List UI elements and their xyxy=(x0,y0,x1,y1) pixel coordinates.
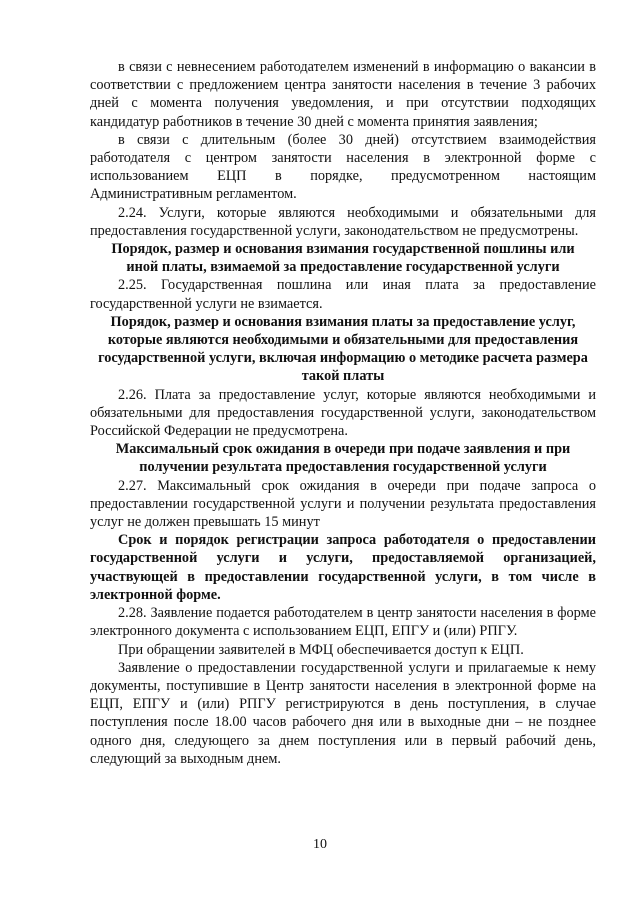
paragraph-2-26: 2.26. Плата за предоставление услуг, которые являются необходимыми и обязательными для предоставления государственной услуги, законодательством Российской Федерации не предусмотрена. xyxy=(90,386,596,440)
paragraph-2-25: 2.25. Государственная пошлина или иная плата за предоставление государственной услуги не взимается. xyxy=(90,277,596,312)
heading-max-waiting-time: Максимальный срок ожидания в очереди при подаче заявления и при получении результата предоставления государственной услуги xyxy=(115,441,571,476)
paragraph-vacancy-changes: в связи с невнесением работодателем изменений в информацию о вакансии в соответствии с предложением центра занятости населения в течение 3 рабочих дней с момента получения уведомления, и при отсутствии подходящих кандидатур работников в течение 30 дней с момента принятия заявления; xyxy=(90,59,596,130)
document-page xyxy=(90,58,596,768)
paragraph-long-absence: в связи с длительным (более 30 дней) отсутствием взаимодействия работодателя с центром занятости населения в электронной форме с использованием ЕЦП в порядке, предусмотренном настоящим Административным регламентом. xyxy=(90,131,596,203)
paragraph-2-24: 2.24. Услуги, которые являются необходимыми и обязательными для предоставления государственной услуги, законодательством не предусмотрены. xyxy=(90,204,596,239)
paragraph-2-27: 2.27. Максимальный срок ожидания в очереди при подаче запроса о предоставлении государственной услуги и получении результата предоставления услуг не должен превышать 15 минут xyxy=(90,477,596,531)
page-number: 10 xyxy=(313,837,327,852)
heading-fee-for-services: Порядок, размер и основания взимания платы за предоставление услуг, которые являются необходимыми и обязательными для предоставления государственной услуги, включая информацию о методике расчета размера такой платы xyxy=(98,313,588,385)
paragraph-registration-terms: Заявление о предоставлении государственной услуги и прилагаемые к нему документы, поступившие в Центр занятости населения в электронной форме на ЕЦП, ЕПГУ и (или) РПГУ регистрируются в день поступления, в случае поступления после 18.00 часов рабочего дня или в выходные дни – не позднее одного дня, следующего за днем поступления или в первый рабочий день, следующий за выходным днем. xyxy=(90,659,596,767)
paragraph-2-28: 2.28. Заявление подается работодателем в центр занятости населения в форме электронного документа с использованием ЕЦП, ЕПГУ и (или) РПГУ. xyxy=(90,605,596,640)
heading-state-fee: Порядок, размер и основания взимания государственной пошлины или иной платы, взимаемой за предоставление государственной услуги xyxy=(111,241,575,276)
paragraph-mfc-access: При обращении заявителей в МФЦ обеспечивается доступ к ЕЦП. xyxy=(118,641,524,658)
heading-registration-procedure: Срок и порядок регистрации запроса работодателя о предоставлении государственной услуги и услуги, предоставляемой организацией, участвующей в предоставлении государственной услуги, в том числе в электронной форме. xyxy=(90,532,596,603)
